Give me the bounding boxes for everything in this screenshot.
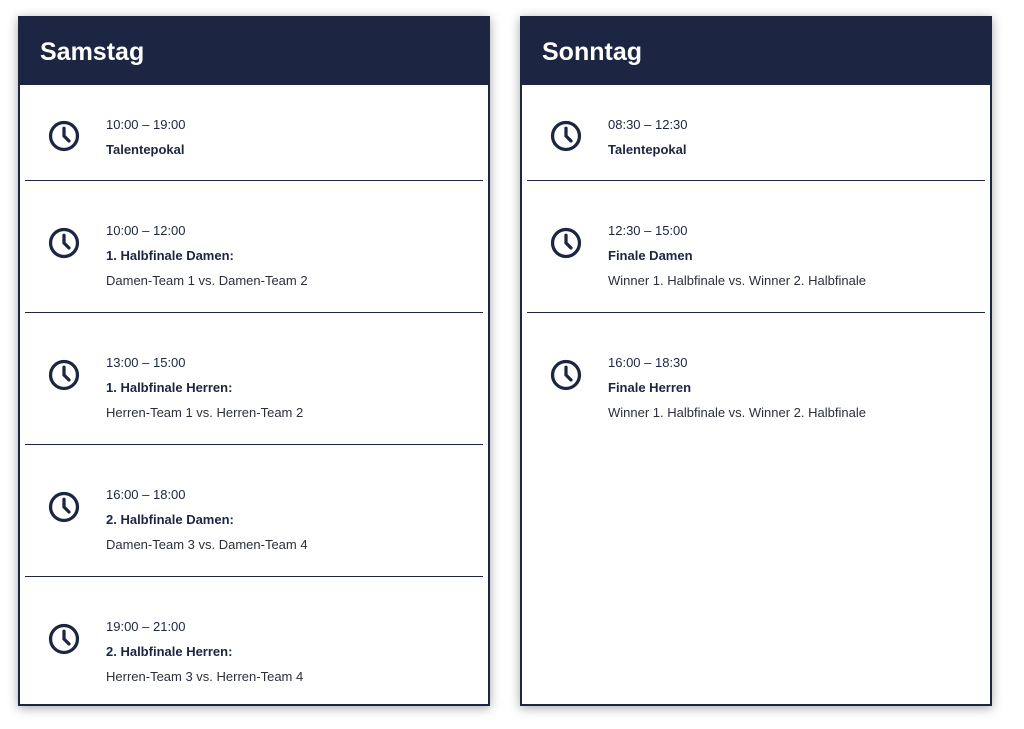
clock-icon xyxy=(549,226,583,260)
item-time: 10:00 – 12:00 xyxy=(106,223,186,238)
item-time: 13:00 – 15:00 xyxy=(106,355,186,370)
item-title: Finale Damen xyxy=(608,248,693,263)
item-title: Talentepokal xyxy=(106,142,185,157)
item-match: Winner 1. Halbfinale vs. Winner 2. Halbfinale xyxy=(608,273,866,288)
clock-icon xyxy=(47,119,81,153)
item-match: Damen-Team 1 vs. Damen-Team 2 xyxy=(106,273,308,288)
clock-icon xyxy=(47,358,81,392)
item-time: 16:00 – 18:00 xyxy=(106,487,186,502)
day-heading: Samstag xyxy=(20,18,488,85)
item-time: 16:00 – 18:30 xyxy=(608,355,688,370)
day-heading: Sonntag xyxy=(522,18,990,85)
schedule-item xyxy=(527,85,985,181)
item-match: Damen-Team 3 vs. Damen-Team 4 xyxy=(106,537,308,552)
item-time: 12:30 – 15:00 xyxy=(608,223,688,238)
schedule-item xyxy=(25,577,483,709)
item-title: Finale Herren xyxy=(608,380,692,395)
schedule-card-sunday xyxy=(520,16,992,706)
item-title: 1. Halbfinale Damen: xyxy=(106,248,234,263)
schedule-item xyxy=(527,181,985,313)
item-time: 10:00 – 19:00 xyxy=(106,117,186,132)
item-time: 08:30 – 12:30 xyxy=(608,117,688,132)
item-time: 19:00 – 21:00 xyxy=(106,619,186,634)
clock-icon xyxy=(47,622,81,656)
schedule-item xyxy=(25,85,483,181)
item-match: Herren-Team 1 vs. Herren-Team 2 xyxy=(106,405,304,420)
item-title: 1. Halbfinale Herren: xyxy=(106,380,233,395)
clock-icon xyxy=(549,119,583,153)
schedule-item xyxy=(25,181,483,313)
item-title: 2. Halbfinale Damen: xyxy=(106,512,234,527)
clock-icon xyxy=(549,358,583,392)
clock-icon xyxy=(47,490,81,524)
schedule-item xyxy=(25,445,483,577)
schedule-item xyxy=(25,313,483,445)
schedule-item xyxy=(527,313,985,445)
schedule-card-saturday xyxy=(18,16,490,706)
item-title: Talentepokal xyxy=(608,142,687,157)
item-match: Herren-Team 3 vs. Herren-Team 4 xyxy=(106,669,304,684)
clock-icon xyxy=(47,226,81,260)
item-match: Winner 1. Halbfinale vs. Winner 2. Halbfinale xyxy=(608,405,866,420)
item-title: 2. Halbfinale Herren: xyxy=(106,644,233,659)
